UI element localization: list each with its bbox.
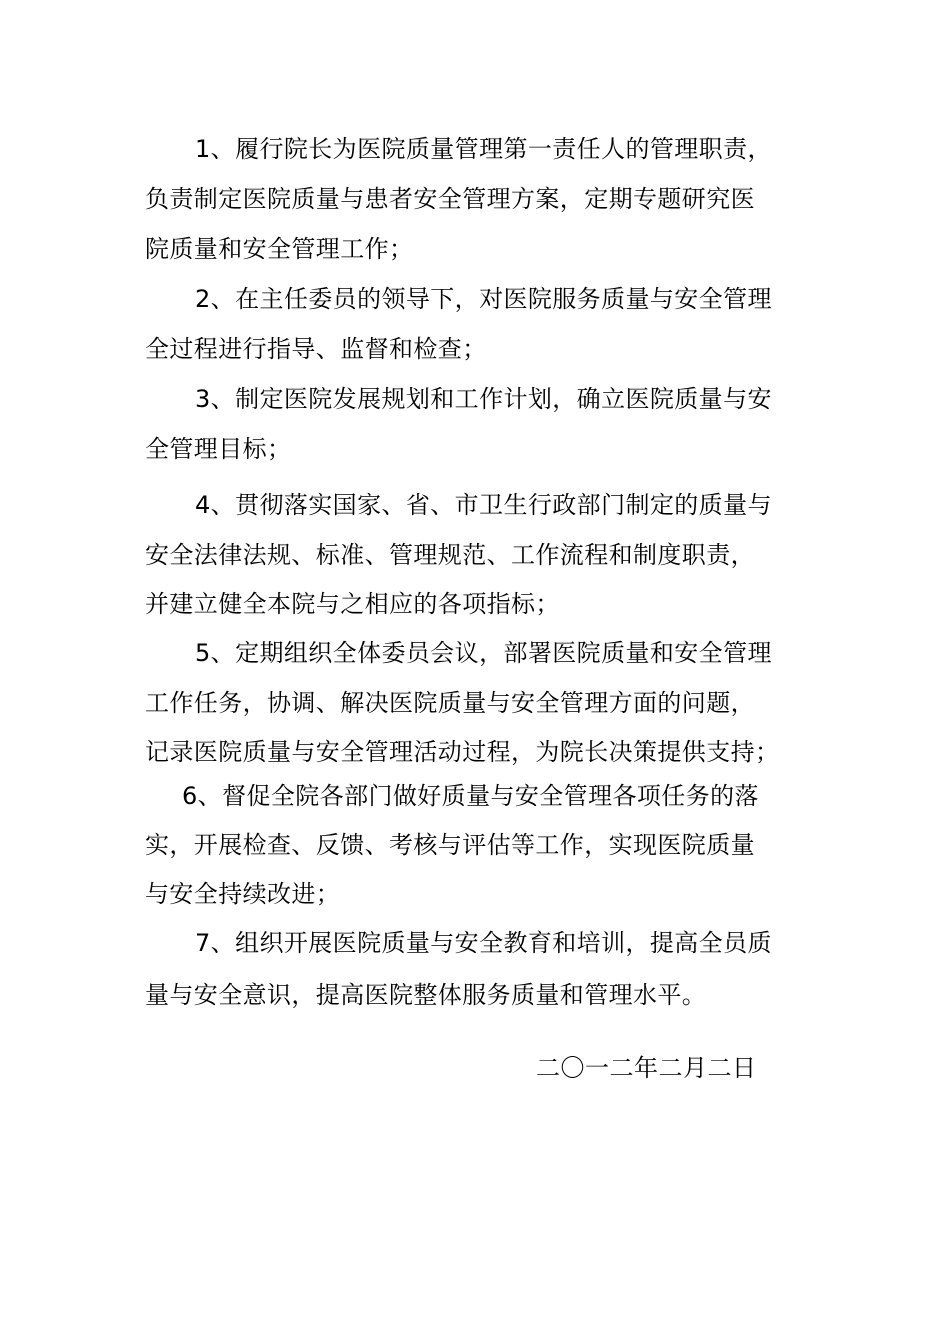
document-date: 二〇一二年二月二日 (536, 1054, 757, 1082)
item-6-line-2: 实，开展检查、反馈、考核与评估等工作，实现医院质量 (145, 831, 755, 859)
item-3-line-1: 3、制定医院发展规划和工作计划，确立医院质量与安 (195, 385, 772, 413)
item-1-line-3: 院质量和安全管理工作； (145, 235, 414, 263)
item-6-line-3: 与安全持续改进； (145, 880, 341, 908)
item-5-line-3: 记录医院质量与安全管理活动过程，为院长决策提供支持； (145, 738, 780, 766)
item-1-line-2: 负责制定医院质量与患者安全管理方案，定期专题研究医 (145, 185, 755, 213)
item-1-line-1: 1、履行院长为医院质量管理第一责任人的管理职责， (195, 135, 772, 163)
item-7-line-1: 7、组织开展医院质量与安全教育和培训，提高全员质 (195, 929, 772, 957)
item-2-line-2: 全过程进行指导、监督和检查； (145, 335, 487, 363)
item-2-line-1: 2、在主任委员的领导下，对医院服务质量与安全管理 (195, 285, 772, 313)
item-6-line-1: 6、督促全院各部门做好质量与安全管理各项任务的落 (182, 782, 759, 810)
item-4-line-1: 4、贯彻落实国家、省、市卫生行政部门制定的质量与 (195, 491, 772, 519)
item-4-line-3: 并建立健全本院与之相应的各项指标； (145, 590, 560, 618)
item-7-line-2: 量与安全意识，提高医院整体服务质量和管理水平。 (145, 981, 707, 1009)
item-5-line-1: 5、定期组织全体委员会议，部署医院质量和安全管理 (195, 639, 772, 667)
item-3-line-2: 全管理目标； (145, 435, 292, 463)
item-4-line-2: 安全法律法规、标准、管理规范、工作流程和制度职责， (145, 541, 755, 569)
item-5-line-2: 工作任务，协调、解决医院质量与安全管理方面的问题， (145, 689, 755, 717)
